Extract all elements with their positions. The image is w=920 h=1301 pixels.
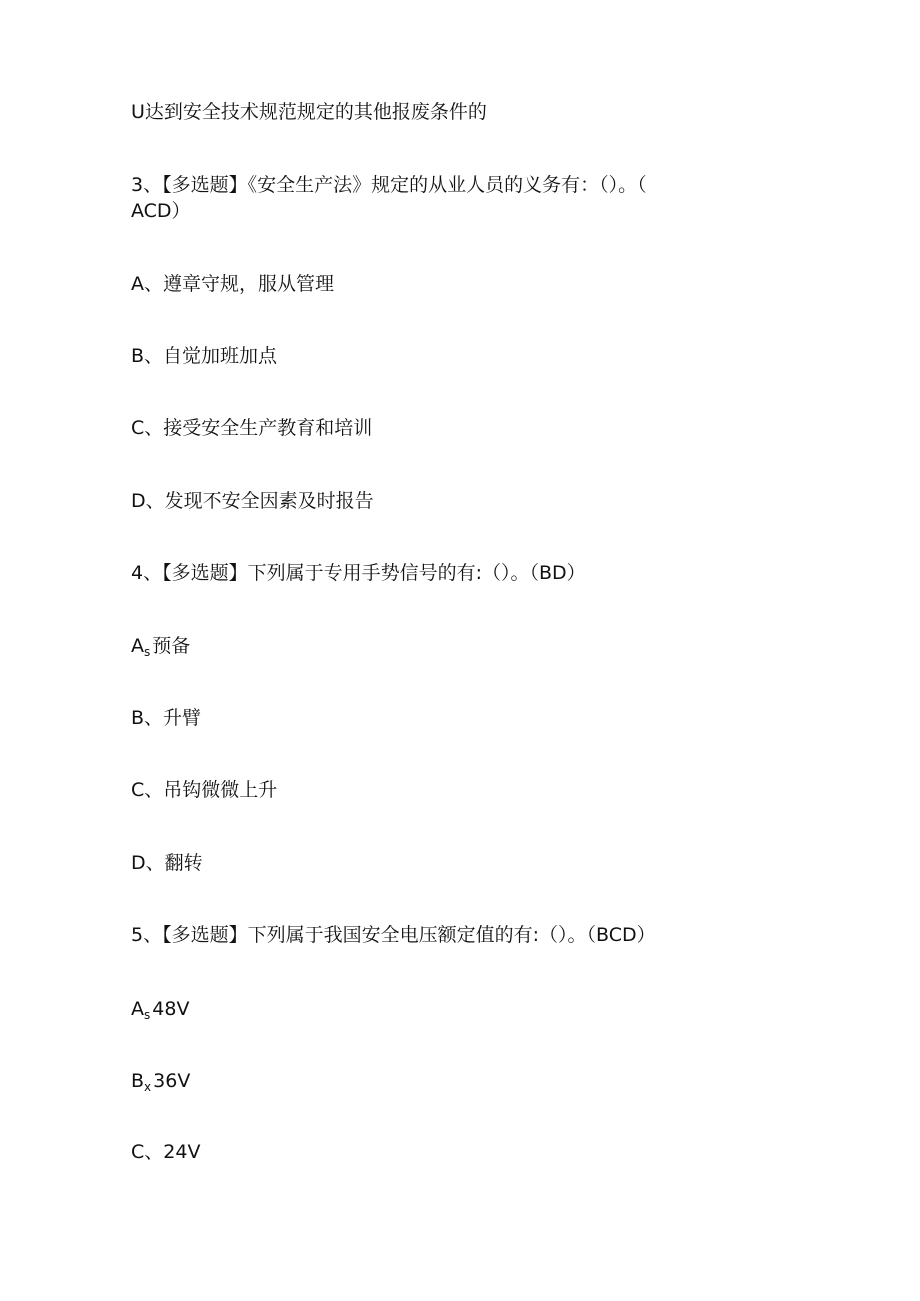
option-letter: A <box>131 998 144 1020</box>
question-3-option-d: D、发现不安全因素及时报告 <box>131 490 374 512</box>
question-5-option-c: C、24V <box>131 1141 201 1163</box>
question-3-answer: ACD） <box>131 200 191 222</box>
question-5-option-a <box>131 996 189 1028</box>
question-3-option-b: B、自觉加班加点 <box>131 345 278 367</box>
question-3-option-a: A、遵章守规，服从管理 <box>131 273 334 295</box>
line-scrap-condition: U达到安全技术规范规定的其他报废条件的 <box>131 101 487 123</box>
question-5-title: 5、【多选题】下列属于我国安全电压额定值的有:（）。（BCD） <box>131 924 656 946</box>
question-4-option-a <box>131 633 190 665</box>
question-4-option-b: B、升臂 <box>131 707 202 729</box>
question-4-option-d: D、翻转 <box>131 852 203 874</box>
option-subscript: s <box>144 645 151 659</box>
option-letter: B <box>131 1070 145 1092</box>
option-subscript: x <box>144 1080 152 1094</box>
option-text: 36V <box>153 1070 191 1092</box>
question-5-option-b <box>131 1068 190 1100</box>
question-4-title: 4、【多选题】下列属于专用手势信号的有:（）。（BD） <box>131 562 586 584</box>
option-letter: A <box>131 635 144 657</box>
question-3-option-c: C、接受安全生产教育和培训 <box>131 417 373 439</box>
option-subscript: s <box>144 1008 151 1022</box>
question-4-option-c: C、吊钩微微上升 <box>131 779 278 801</box>
option-text: 预备 <box>152 635 191 657</box>
question-3-title: 3、【多选题】《安全生产法》规定的从业人员的义务有：（）。（ <box>131 174 647 196</box>
option-text: 48V <box>152 998 190 1020</box>
